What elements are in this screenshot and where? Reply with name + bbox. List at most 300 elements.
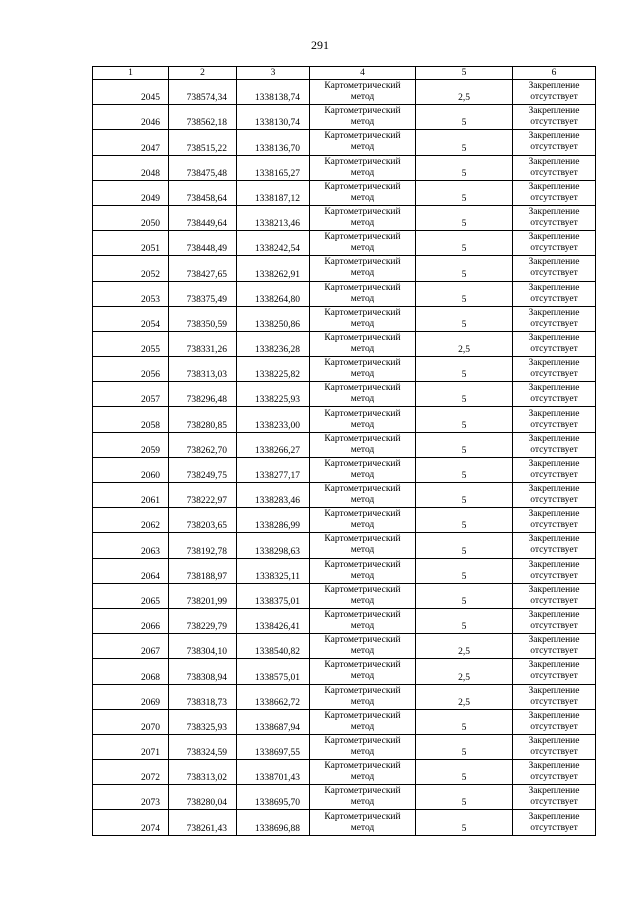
fixation-line-1: Закрепление xyxy=(528,559,580,570)
fixation-cell xyxy=(513,432,596,457)
coordinate-x: 738475,48 xyxy=(169,155,237,180)
table-row xyxy=(93,533,596,558)
accuracy-value: 5 xyxy=(416,281,513,306)
fixation-line-1: Закрепление xyxy=(528,232,580,243)
fixation-cell xyxy=(513,457,596,482)
table-row xyxy=(93,407,596,432)
fixation-line-2: отсутствует xyxy=(530,570,578,581)
coordinate-x: 738192,78 xyxy=(169,533,237,558)
fixation-line-1: Закрепление xyxy=(528,257,580,268)
fixation-line-2: отсутствует xyxy=(530,419,578,430)
point-number: 2071 xyxy=(93,734,169,759)
point-number: 2057 xyxy=(93,382,169,407)
page-number: 291 xyxy=(311,38,329,52)
fixation-line-2: отсутствует xyxy=(530,318,578,329)
method-line-1: Картометрический xyxy=(324,408,401,419)
method-cell xyxy=(310,331,416,356)
coordinate-x: 738325,93 xyxy=(169,709,237,734)
method-line-2: метод xyxy=(350,243,375,254)
method-line-2: метод xyxy=(350,293,375,304)
accuracy-value: 5 xyxy=(416,205,513,230)
fixation-line-1: Закрепление xyxy=(528,282,580,293)
fixation-cell xyxy=(513,130,596,155)
accuracy-value: 5 xyxy=(416,155,513,180)
fixation-line-2: отсутствует xyxy=(530,545,578,556)
method-line-1: Картометрический xyxy=(324,610,401,621)
table-row xyxy=(93,357,596,382)
coordinate-y: 1338264,80 xyxy=(237,281,310,306)
fixation-cell xyxy=(513,105,596,130)
point-number: 2047 xyxy=(93,130,169,155)
method-line-2: метод xyxy=(350,192,375,203)
method-line-2: метод xyxy=(350,746,375,757)
coordinate-x: 738350,59 xyxy=(169,306,237,331)
fixation-line-2: отсутствует xyxy=(530,772,578,783)
table-row xyxy=(93,709,596,734)
accuracy-value: 5 xyxy=(416,382,513,407)
fixation-line-1: Закрепление xyxy=(528,408,580,419)
method-cell xyxy=(310,105,416,130)
table-row xyxy=(93,785,596,810)
table-row xyxy=(93,659,596,684)
fixation-cell xyxy=(513,180,596,205)
method-line-1: Картометрический xyxy=(324,786,401,797)
fixation-line-1: Закрепление xyxy=(528,685,580,696)
accuracy-value: 5 xyxy=(416,608,513,633)
table-row xyxy=(93,684,596,709)
method-cell xyxy=(310,457,416,482)
fixation-cell xyxy=(513,80,596,105)
fixation-line-2: отсутствует xyxy=(530,369,578,380)
fixation-line-2: отсутствует xyxy=(530,243,578,254)
method-line-2: метод xyxy=(350,142,375,153)
method-line-1: Картометрический xyxy=(324,584,401,595)
coordinate-y: 1338325,11 xyxy=(237,558,310,583)
point-number: 2060 xyxy=(93,457,169,482)
fixation-line-2: отсутствует xyxy=(530,797,578,808)
coordinate-x: 738331,26 xyxy=(169,331,237,356)
method-line-2: метод xyxy=(350,469,375,480)
fixation-cell xyxy=(513,608,596,633)
coordinate-y: 1338187,12 xyxy=(237,180,310,205)
table-row xyxy=(93,634,596,659)
point-number: 2073 xyxy=(93,785,169,810)
method-cell xyxy=(310,130,416,155)
table-row xyxy=(93,558,596,583)
method-line-1: Картометрический xyxy=(324,735,401,746)
method-line-2: метод xyxy=(350,797,375,808)
coordinate-y: 1338236,28 xyxy=(237,331,310,356)
coordinates-table xyxy=(92,66,596,836)
table-row xyxy=(93,130,596,155)
table-row xyxy=(93,256,596,281)
fixation-line-2: отсутствует xyxy=(530,268,578,279)
point-number: 2045 xyxy=(93,80,169,105)
point-number: 2046 xyxy=(93,105,169,130)
point-number: 2068 xyxy=(93,659,169,684)
column-header: 4 xyxy=(310,67,416,80)
fixation-line-2: отсутствует xyxy=(530,142,578,153)
method-line-1: Картометрический xyxy=(324,207,401,218)
coordinate-x: 738188,97 xyxy=(169,558,237,583)
accuracy-value: 5 xyxy=(416,558,513,583)
table-row xyxy=(93,205,596,230)
fixation-cell xyxy=(513,306,596,331)
table-row xyxy=(93,306,596,331)
method-cell xyxy=(310,709,416,734)
fixation-cell xyxy=(513,709,596,734)
method-line-1: Картометрический xyxy=(324,484,401,495)
method-line-2: метод xyxy=(350,822,375,833)
accuracy-value: 5 xyxy=(416,483,513,508)
coordinate-x: 738229,79 xyxy=(169,608,237,633)
point-number: 2052 xyxy=(93,256,169,281)
method-line-1: Картометрический xyxy=(324,383,401,394)
accuracy-value: 5 xyxy=(416,256,513,281)
coordinate-y: 1338225,93 xyxy=(237,382,310,407)
table-row xyxy=(93,382,596,407)
method-cell xyxy=(310,483,416,508)
coordinate-x: 738203,65 xyxy=(169,508,237,533)
fixation-line-2: отсутствует xyxy=(530,671,578,682)
accuracy-value: 5 xyxy=(416,734,513,759)
point-number: 2056 xyxy=(93,357,169,382)
fixation-line-2: отсутствует xyxy=(530,469,578,480)
coordinate-y: 1338250,86 xyxy=(237,306,310,331)
point-number: 2050 xyxy=(93,205,169,230)
coordinate-y: 1338225,82 xyxy=(237,357,310,382)
method-line-2: метод xyxy=(350,167,375,178)
fixation-cell xyxy=(513,281,596,306)
coordinate-x: 738280,85 xyxy=(169,407,237,432)
method-line-2: метод xyxy=(350,343,375,354)
column-header: 2 xyxy=(169,67,237,80)
accuracy-value: 2,5 xyxy=(416,331,513,356)
method-line-1: Картометрический xyxy=(324,332,401,343)
fixation-line-2: отсутствует xyxy=(530,520,578,531)
method-line-1: Картометрический xyxy=(324,232,401,243)
coordinate-x: 738313,02 xyxy=(169,760,237,785)
coordinate-y: 1338575,01 xyxy=(237,659,310,684)
fixation-line-1: Закрепление xyxy=(528,358,580,369)
coordinate-y: 1338697,55 xyxy=(237,734,310,759)
coordinate-x: 738222,97 xyxy=(169,483,237,508)
fixation-line-1: Закрепление xyxy=(528,106,580,117)
method-line-2: метод xyxy=(350,671,375,682)
point-number: 2053 xyxy=(93,281,169,306)
table-row xyxy=(93,810,596,835)
coordinate-x: 738448,49 xyxy=(169,231,237,256)
method-line-2: метод xyxy=(350,520,375,531)
accuracy-value: 2,5 xyxy=(416,684,513,709)
fixation-line-1: Закрепление xyxy=(528,484,580,495)
coordinate-y: 1338165,27 xyxy=(237,155,310,180)
fixation-line-2: отсутствует xyxy=(530,192,578,203)
method-line-1: Картометрический xyxy=(324,685,401,696)
column-header: 3 xyxy=(237,67,310,80)
fixation-line-2: отсутствует xyxy=(530,696,578,707)
coordinate-x: 738201,99 xyxy=(169,583,237,608)
method-line-1: Картометрический xyxy=(324,106,401,117)
point-number: 2065 xyxy=(93,583,169,608)
fixation-cell xyxy=(513,155,596,180)
method-line-1: Картометрический xyxy=(324,433,401,444)
method-cell xyxy=(310,432,416,457)
method-line-1: Картометрический xyxy=(324,181,401,192)
coordinate-x: 738375,49 xyxy=(169,281,237,306)
fixation-cell xyxy=(513,533,596,558)
table-row xyxy=(93,281,596,306)
table-row xyxy=(93,608,596,633)
point-number: 2069 xyxy=(93,684,169,709)
point-number: 2058 xyxy=(93,407,169,432)
method-line-2: метод xyxy=(350,721,375,732)
method-cell xyxy=(310,608,416,633)
method-line-2: метод xyxy=(350,92,375,103)
fixation-cell xyxy=(513,734,596,759)
method-cell xyxy=(310,357,416,382)
method-cell xyxy=(310,407,416,432)
fixation-line-2: отсутствует xyxy=(530,343,578,354)
fixation-line-1: Закрепление xyxy=(528,509,580,520)
coordinate-y: 1338375,01 xyxy=(237,583,310,608)
table-body xyxy=(93,80,596,836)
fixation-line-2: отсутствует xyxy=(530,117,578,128)
point-number: 2067 xyxy=(93,634,169,659)
accuracy-value: 5 xyxy=(416,306,513,331)
table-row xyxy=(93,80,596,105)
method-line-2: метод xyxy=(350,570,375,581)
coordinate-x: 738308,94 xyxy=(169,659,237,684)
coordinate-y: 1338233,00 xyxy=(237,407,310,432)
point-number: 2049 xyxy=(93,180,169,205)
accuracy-value: 5 xyxy=(416,760,513,785)
fixation-line-2: отсутствует xyxy=(530,495,578,506)
fixation-line-1: Закрепление xyxy=(528,307,580,318)
point-number: 2059 xyxy=(93,432,169,457)
fixation-cell xyxy=(513,583,596,608)
method-cell xyxy=(310,659,416,684)
fixation-line-2: отсутствует xyxy=(530,293,578,304)
table-row xyxy=(93,180,596,205)
accuracy-value: 2,5 xyxy=(416,659,513,684)
table-row xyxy=(93,734,596,759)
method-line-2: метод xyxy=(350,117,375,128)
method-line-1: Картометрический xyxy=(324,358,401,369)
coordinate-x: 738562,18 xyxy=(169,105,237,130)
fixation-line-1: Закрепление xyxy=(528,786,580,797)
accuracy-value: 5 xyxy=(416,231,513,256)
coordinate-y: 1338540,82 xyxy=(237,634,310,659)
method-cell xyxy=(310,231,416,256)
fixation-cell xyxy=(513,483,596,508)
coordinate-x: 738313,03 xyxy=(169,357,237,382)
fixation-line-1: Закрепление xyxy=(528,660,580,671)
coordinate-x: 738515,22 xyxy=(169,130,237,155)
method-cell xyxy=(310,508,416,533)
method-cell xyxy=(310,760,416,785)
method-line-2: метод xyxy=(350,218,375,229)
coordinate-y: 1338266,27 xyxy=(237,432,310,457)
table-header-row xyxy=(93,67,596,80)
coordinate-x: 738304,10 xyxy=(169,634,237,659)
fixation-line-1: Закрепление xyxy=(528,207,580,218)
coordinate-y: 1338283,46 xyxy=(237,483,310,508)
coordinate-y: 1338277,17 xyxy=(237,457,310,482)
fixation-line-2: отсутствует xyxy=(530,218,578,229)
coordinate-y: 1338701,43 xyxy=(237,760,310,785)
accuracy-value: 5 xyxy=(416,583,513,608)
coordinate-y: 1338687,94 xyxy=(237,709,310,734)
coordinate-x: 738249,75 xyxy=(169,457,237,482)
accuracy-value: 5 xyxy=(416,810,513,835)
fixation-cell xyxy=(513,760,596,785)
accuracy-value: 2,5 xyxy=(416,80,513,105)
coordinate-x: 738296,48 xyxy=(169,382,237,407)
fixation-line-1: Закрепление xyxy=(528,735,580,746)
fixation-line-2: отсутствует xyxy=(530,595,578,606)
fixation-cell xyxy=(513,684,596,709)
method-line-2: метод xyxy=(350,646,375,657)
fixation-line-1: Закрепление xyxy=(528,710,580,721)
coordinate-y: 1338286,99 xyxy=(237,508,310,533)
method-cell xyxy=(310,684,416,709)
method-line-1: Картометрический xyxy=(324,660,401,671)
accuracy-value: 2,5 xyxy=(416,634,513,659)
column-header: 6 xyxy=(513,67,596,80)
coordinate-x: 738449,64 xyxy=(169,205,237,230)
coordinate-y: 1338298,63 xyxy=(237,533,310,558)
method-cell xyxy=(310,80,416,105)
fixation-line-1: Закрепление xyxy=(528,383,580,394)
fixation-line-1: Закрепление xyxy=(528,534,580,545)
method-line-1: Картометрический xyxy=(324,307,401,318)
coordinate-x: 738280,04 xyxy=(169,785,237,810)
fixation-line-1: Закрепление xyxy=(528,81,580,92)
fixation-line-1: Закрепление xyxy=(528,131,580,142)
fixation-cell xyxy=(513,508,596,533)
fixation-cell xyxy=(513,634,596,659)
method-line-2: метод xyxy=(350,696,375,707)
fixation-line-2: отсутствует xyxy=(530,621,578,632)
fixation-line-1: Закрепление xyxy=(528,332,580,343)
method-line-1: Картометрический xyxy=(324,257,401,268)
method-cell xyxy=(310,634,416,659)
accuracy-value: 5 xyxy=(416,709,513,734)
method-line-1: Картометрический xyxy=(324,282,401,293)
fixation-line-1: Закрепление xyxy=(528,181,580,192)
fixation-line-1: Закрепление xyxy=(528,635,580,646)
method-line-1: Картометрический xyxy=(324,710,401,721)
fixation-line-1: Закрепление xyxy=(528,433,580,444)
accuracy-value: 5 xyxy=(416,457,513,482)
fixation-line-2: отсутствует xyxy=(530,822,578,833)
column-header: 1 xyxy=(93,67,169,80)
method-cell xyxy=(310,256,416,281)
fixation-line-1: Закрепление xyxy=(528,811,580,822)
method-cell xyxy=(310,810,416,835)
method-cell xyxy=(310,306,416,331)
accuracy-value: 5 xyxy=(416,407,513,432)
accuracy-value: 5 xyxy=(416,508,513,533)
method-cell xyxy=(310,785,416,810)
coordinate-y: 1338662,72 xyxy=(237,684,310,709)
method-line-2: метод xyxy=(350,595,375,606)
method-line-2: метод xyxy=(350,318,375,329)
method-line-1: Картометрический xyxy=(324,534,401,545)
point-number: 2061 xyxy=(93,483,169,508)
coordinate-y: 1338696,88 xyxy=(237,810,310,835)
table-row xyxy=(93,432,596,457)
accuracy-value: 5 xyxy=(416,785,513,810)
method-cell xyxy=(310,205,416,230)
method-cell xyxy=(310,281,416,306)
method-line-2: метод xyxy=(350,419,375,430)
coordinate-y: 1338242,54 xyxy=(237,231,310,256)
accuracy-value: 5 xyxy=(416,357,513,382)
method-line-1: Картометрический xyxy=(324,156,401,167)
table-row xyxy=(93,583,596,608)
accuracy-value: 5 xyxy=(416,105,513,130)
method-cell xyxy=(310,734,416,759)
coordinate-y: 1338138,74 xyxy=(237,80,310,105)
coordinate-y: 1338136,70 xyxy=(237,130,310,155)
coordinate-x: 738318,73 xyxy=(169,684,237,709)
point-number: 2066 xyxy=(93,608,169,633)
fixation-line-2: отсутствует xyxy=(530,746,578,757)
coordinate-y: 1338426,41 xyxy=(237,608,310,633)
fixation-cell xyxy=(513,357,596,382)
method-line-1: Картометрический xyxy=(324,509,401,520)
coordinate-y: 1338213,46 xyxy=(237,205,310,230)
fixation-line-1: Закрепление xyxy=(528,584,580,595)
coordinate-x: 738574,34 xyxy=(169,80,237,105)
fixation-line-2: отсутствует xyxy=(530,444,578,455)
method-line-1: Картометрический xyxy=(324,131,401,142)
fixation-cell xyxy=(513,558,596,583)
point-number: 2074 xyxy=(93,810,169,835)
method-line-2: метод xyxy=(350,772,375,783)
column-header: 5 xyxy=(416,67,513,80)
coordinate-y: 1338130,74 xyxy=(237,105,310,130)
coordinate-y: 1338695,70 xyxy=(237,785,310,810)
accuracy-value: 5 xyxy=(416,533,513,558)
point-number: 2051 xyxy=(93,231,169,256)
fixation-cell xyxy=(513,382,596,407)
table-row xyxy=(93,155,596,180)
fixation-line-1: Закрепление xyxy=(528,458,580,469)
table-row xyxy=(93,231,596,256)
coordinate-x: 738261,43 xyxy=(169,810,237,835)
method-line-2: метод xyxy=(350,369,375,380)
method-line-2: метод xyxy=(350,394,375,405)
method-line-2: метод xyxy=(350,545,375,556)
accuracy-value: 5 xyxy=(416,432,513,457)
table-row xyxy=(93,105,596,130)
method-cell xyxy=(310,180,416,205)
point-number: 2062 xyxy=(93,508,169,533)
table-row xyxy=(93,457,596,482)
point-number: 2070 xyxy=(93,709,169,734)
point-number: 2063 xyxy=(93,533,169,558)
fixation-cell xyxy=(513,407,596,432)
accuracy-value: 5 xyxy=(416,130,513,155)
point-number: 2055 xyxy=(93,331,169,356)
fixation-cell xyxy=(513,205,596,230)
fixation-cell xyxy=(513,785,596,810)
method-line-1: Картометрический xyxy=(324,81,401,92)
point-number: 2072 xyxy=(93,760,169,785)
